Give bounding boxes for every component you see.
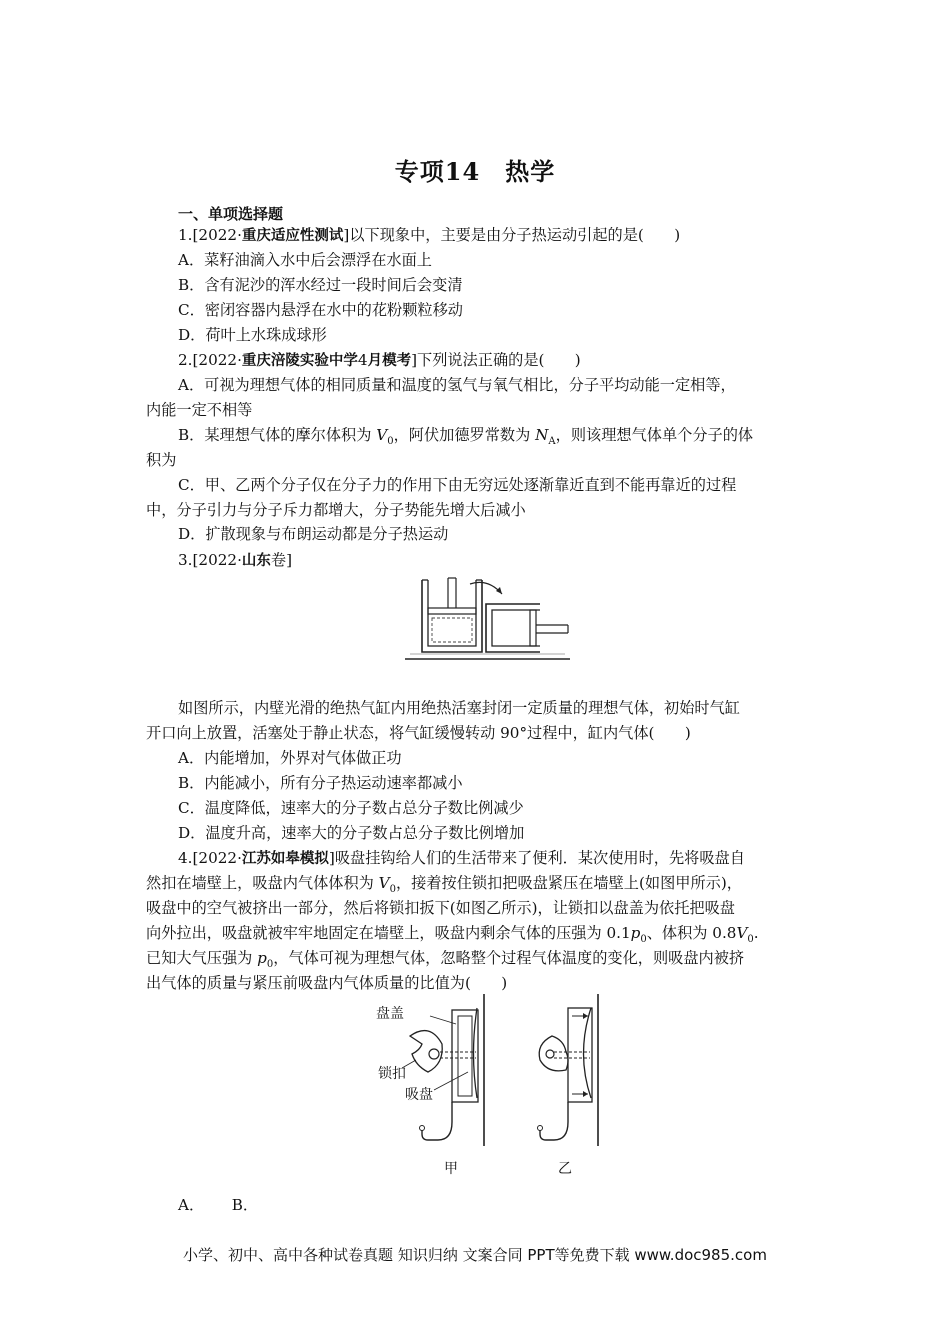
q4-text-1: ]吸盘挂钩给人们的生活带来了便利．某次使用时，先将吸盘自: [328, 849, 745, 867]
figure-yi: [538, 994, 599, 1146]
label-cap: 盘盖: [376, 1006, 404, 1022]
var-v: V: [376, 426, 388, 444]
q4-text-4: 向外拉出，吸盘就被牢牢地固定在墙壁上，吸盘内剩余气体的压强为 0.1: [146, 924, 631, 942]
section-heading: 一、单项选择题: [178, 205, 284, 223]
q2-b-text-end: ，则该理想气体单个分子的体: [555, 426, 754, 444]
upright-cylinder: [422, 578, 482, 652]
var-n-sub: A: [548, 436, 556, 448]
var-v-sub: 0: [387, 436, 394, 448]
q4-line3: 吸盘中的空气被挤出一部分，然后将锁扣扳下(如图乙所示)，让锁扣以盘盖为依托把吸盘: [146, 899, 735, 917]
var-p: p: [630, 924, 641, 942]
q2-option-d: D．扩散现象与布朗运动都是分子热运动: [178, 525, 449, 543]
q3-source: 山东: [241, 553, 271, 569]
q4-text-4-end: .: [753, 924, 759, 942]
lock-jia: [410, 1031, 442, 1072]
q1-option-d: D．荷叶上水珠成球形: [178, 326, 327, 344]
label-yi: 乙: [558, 1161, 572, 1177]
q2-option-a-line2: 内能一定不相等: [146, 401, 253, 419]
q3-stem: [178, 547, 292, 574]
label-cup: 吸盘: [405, 1087, 433, 1103]
q2-source-type: 月模考: [367, 353, 412, 369]
q3-source-end: 卷]: [270, 551, 293, 569]
q1-stem: [178, 222, 680, 249]
q3-option-b: B．内能减小，所有分子热运动速率都减小: [178, 774, 463, 792]
horizontal-cylinder: [486, 604, 568, 652]
q2-number: 2.[2022·: [178, 351, 242, 369]
q4-text-2: 然扣在墙壁上，吸盘内气体体积为: [146, 874, 379, 892]
q4-text-5: 已知大气压强为: [146, 949, 258, 967]
suction-hook-figure: [372, 994, 612, 1154]
hook-jia: [422, 1102, 452, 1140]
q3-option-d: D．温度升高，速率大的分子数占总分子数比例增加: [178, 824, 525, 842]
q2-option-b-line1: [178, 422, 753, 455]
arrow-head: [496, 587, 502, 594]
figure-jia: [402, 994, 484, 1146]
var-v-sub: 0: [747, 934, 754, 946]
q1-option-b: B．含有泥沙的浑水经过一段时间后会变清: [178, 276, 463, 294]
piston: [428, 608, 476, 614]
q2-option-c-line2: 中，分子引力与分子斥力都增大，分子势能先增大后减小: [146, 501, 526, 519]
q1-number: 1.[2022·: [178, 226, 242, 244]
q4-text-2-end: ，接着按住锁扣把吸盘紧压在墙壁上(如图甲所示)，: [395, 874, 742, 892]
var-n: N: [535, 426, 549, 444]
q4-line1: [178, 845, 745, 872]
cup-jia: [474, 1008, 478, 1098]
page-footer: 小学、初中、高中各种试卷真题 知识归纳 文案合同 PPT等免费下载 www.doc985.com: [183, 1246, 767, 1264]
piston-2: [530, 610, 536, 646]
q4-text-4-mid: 、体积为 0.8: [646, 924, 737, 942]
q2-source: 重庆涪陵实验中学: [241, 353, 358, 369]
label-jia: 甲: [444, 1161, 458, 1177]
page-title: 专项14 热学: [394, 157, 556, 186]
q4-number: 4.[2022·: [178, 849, 242, 867]
q2-stem: [178, 347, 581, 374]
q2-b-text: B．某理想气体的摩尔体积为: [178, 426, 377, 444]
q4-source: 江苏如皋模拟: [241, 851, 329, 867]
var-v: V: [378, 874, 390, 892]
q1-source: 重庆适应性测试: [241, 228, 344, 244]
q3-option-c: C．温度降低，速率大的分子数占总分子数比例减少: [178, 799, 524, 817]
q1-option-c: C．密闭容器内悬浮在水中的花粉颗粒移动: [178, 301, 463, 319]
q3-number: 3.[2022·: [178, 551, 242, 569]
var-p: p: [257, 949, 267, 967]
q4-text-5-end: ，气体可视为理想气体，忽略整个过程气体温度的变化，则吸盘内被挤: [273, 949, 745, 967]
q2-option-a-line1: A．可视为理想气体的相同质量和温度的氢气与氧气相比，分子平均动能一定相等，: [178, 376, 736, 394]
rotation-arrow: [470, 582, 502, 594]
var-v: V: [736, 924, 748, 942]
var-v-sub: 0: [389, 884, 396, 896]
q2-b-text-mid: ，阿伏加德罗常数为: [393, 426, 536, 444]
var-p-sub: 0: [266, 959, 274, 971]
q3-stem-line1: 如图所示，内壁光滑的绝热气缸内用绝热活塞封闭一定质量的理想气体，初始时气缸: [178, 699, 740, 717]
q2-text: ]下列说法正确的是( ): [411, 351, 581, 369]
q3-stem-line2: 开口向上放置，活塞处于静止状态，将气缸缓慢转动 90°过程中，缸内气体( ): [146, 724, 691, 742]
q4-line6: 出气体的质量与紧压前吸盘内气体质量的比值为( ): [146, 974, 508, 992]
cylinder-figure: [400, 572, 575, 667]
cup-yi: [584, 1008, 592, 1098]
gas-region: [432, 618, 472, 642]
q2-option-b-line2: 积为: [146, 451, 177, 469]
q1-option-a: A．菜籽油滴入水中后会漂浮在水面上: [178, 251, 432, 269]
q4-answers: A． B．: [178, 1196, 259, 1214]
q2-option-c-line1: C．甲、乙两个分子仅在分子力的作用下由无穷远处逐渐靠近直到不能再靠近的过程: [178, 476, 737, 494]
label-lock: 锁扣: [378, 1066, 406, 1082]
var-p-sub: 0: [640, 934, 647, 946]
q3-option-a: A．内能增加，外界对气体做正功: [178, 749, 402, 767]
q1-text: ]以下现象中，主要是由分子热运动引起的是( ): [343, 226, 681, 244]
q2-source-month: 4: [357, 351, 368, 369]
hook-yi: [540, 1102, 568, 1140]
